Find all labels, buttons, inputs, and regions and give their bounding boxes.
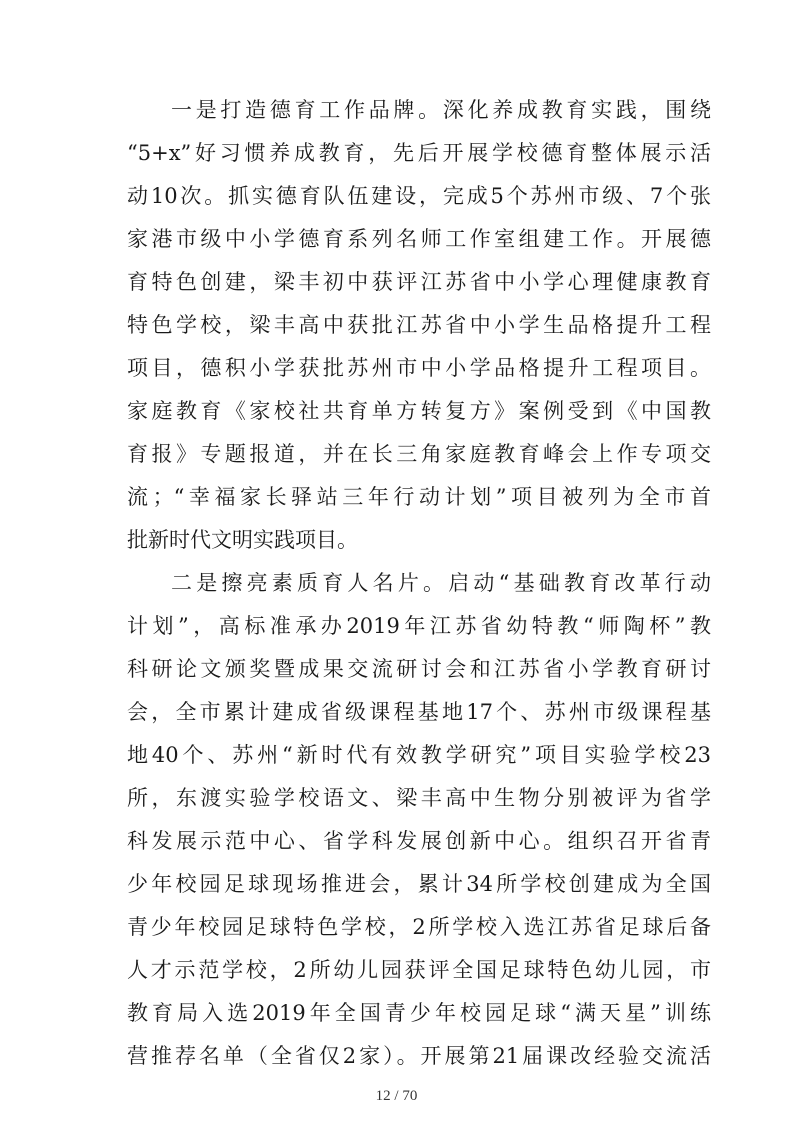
text-line: 特色学校，梁丰高中获批江苏省中小学生品格提升工程	[127, 313, 711, 337]
text-line: 人才示范学校，2所幼儿园获评全国足球特色幼儿园，市	[127, 958, 711, 982]
text-line: 项目，德积小学获批苏州市中小学品格提升工程项目。	[127, 356, 711, 380]
text-line: 所，东渡实验学校语文、梁丰高中生物分别被评为省学	[127, 786, 711, 810]
text-line: 少年校园足球现场推进会，累计34所学校创建成为全国	[127, 872, 711, 896]
text-line: 流；“幸福家长驿站三年行动计划”项目被列为全市首	[127, 485, 711, 509]
text-line: 科发展示范中心、省学科发展创新中心。组织召开省青	[127, 829, 711, 853]
text-line: 计划”，高标准承办2019年江苏省幼特教“师陶杯”教	[127, 614, 711, 638]
page-number: 12 / 70	[375, 1088, 418, 1104]
text-line: 地40个、苏州“新时代有效教学研究”项目实验学校23	[127, 743, 711, 767]
text-line: 二是擦亮素质育人名片。启动“基础教育改革行动	[171, 571, 711, 595]
text-line: “5+x”好习惯养成教育，先后开展学校德育整体展示活	[127, 141, 711, 165]
text-line: 会，全市累计建成省级课程基地17个、苏州市级课程基	[127, 700, 711, 724]
text-line: 家港市级中小学德育系列名师工作室组建工作。开展德	[127, 227, 711, 251]
text-line: 批新时代文明实践项目。	[127, 528, 358, 552]
text-line: 教育局入选2019年全国青少年校园足球“满天星”训练	[127, 1001, 711, 1025]
text-line: 科研论文颁奖暨成果交流研讨会和江苏省小学教育研讨	[127, 657, 711, 681]
text-line: 营推荐名单（全省仅2家）。开展第21届课改经验交流活	[127, 1044, 711, 1068]
text-line: 一是打造德育工作品牌。深化养成教育实践，围绕	[171, 98, 711, 122]
text-line: 动10次。抓实德育队伍建设，完成5个苏州市级、7个张	[127, 184, 711, 208]
text-line: 育特色创建，梁丰初中获评江苏省中小学心理健康教育	[127, 270, 711, 294]
text-line: 育报》专题报道，并在长三角家庭教育峰会上作专项交	[127, 442, 711, 466]
text-line: 青少年校园足球特色学校，2所学校入选江苏省足球后备	[127, 915, 711, 939]
text-line: 家庭教育《家校社共育单方转复方》案例受到《中国教	[127, 399, 711, 423]
